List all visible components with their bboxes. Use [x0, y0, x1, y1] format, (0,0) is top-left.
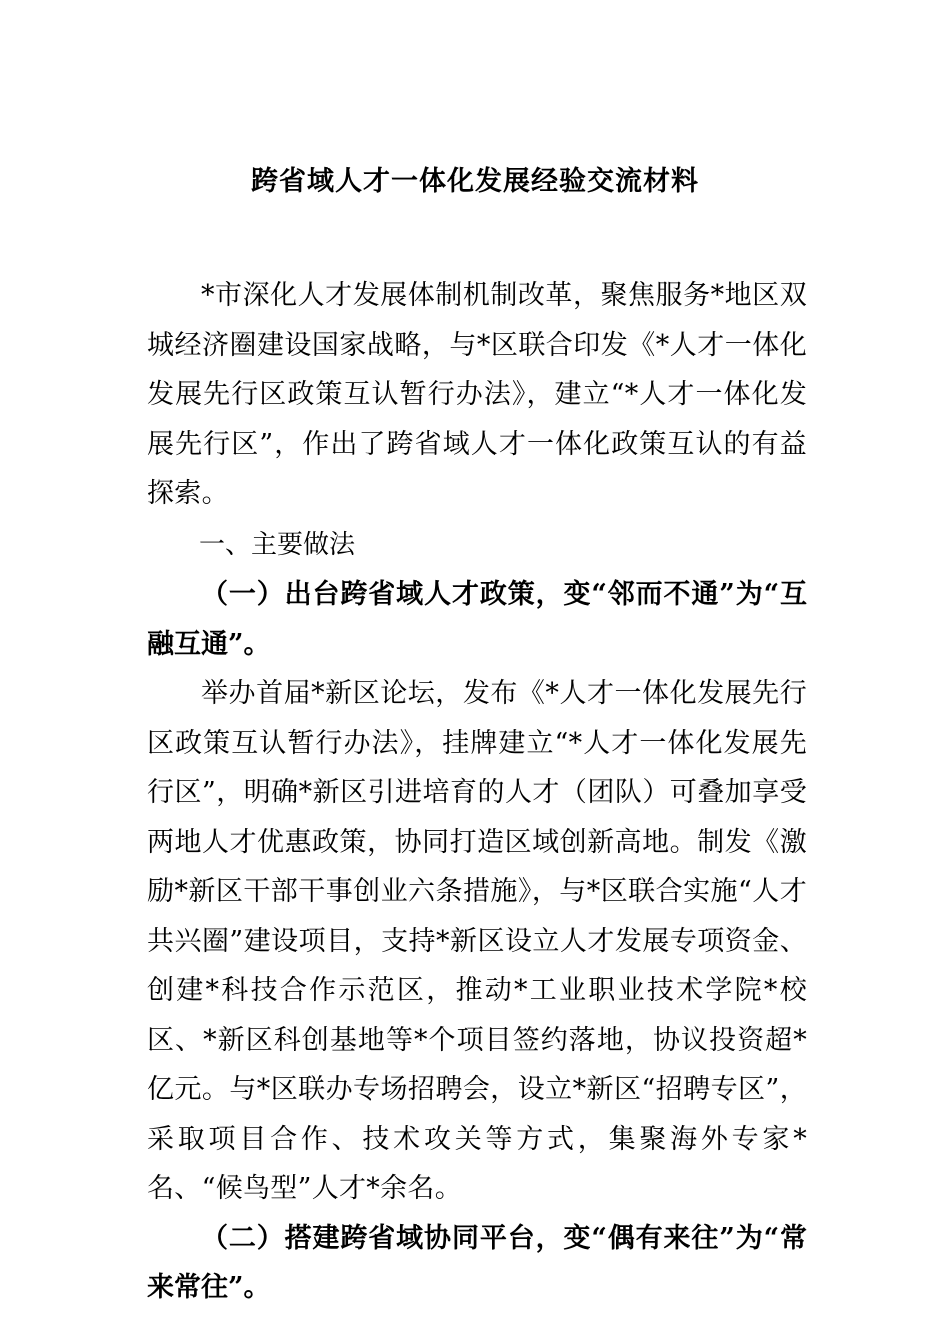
intro-paragraph: *市深化人才发展体制机制改革，聚焦服务*地区双城经济圈建设国家战略，与*区联合印发《*人才一体化发展先行区政策互认暂行办法》，建立“*人才一体化发展先行区”，作出了跨省域人才一体化政策互认的有益探索。 [147, 280, 807, 509]
document-body [147, 271, 807, 1313]
document-title: 跨省域人才一体化发展经验交流材料 [251, 166, 699, 197]
subsection-heading-1: （一）出台跨省域人才政策，变“邻而不通”为“互融互通”。 [147, 579, 807, 660]
subsection-heading-2: （二）搭建跨省域协同平台，变“偶有来往”为“常来常往”。 [147, 1222, 807, 1303]
subsection-1-paragraph: 举办首届*新区论坛，发布《*人才一体化发展先行区政策互认暂行办法》，挂牌建立“*人才一体化发展先行区”，明确*新区引进培育的人才（团队）可叠加享受两地人才优惠政策，协同打造区域创新高地。制发《激励*新区干部干事创业六条措施》，与*区联合实施“人才共兴圈”建设项目，支持*新区设立人才发展专项资金、创建*科技合作示范区，推动*工业职业技术学院*校区、*新区科创基地等*个项目签约落地，协议投资超*亿元。与*区联办专场招聘会，设立*新区“招聘专区”，采取项目合作、技术攻关等方式，集聚海外专家*名、“候鸟型”人才*余名。 [147, 678, 807, 1204]
section-heading-main-practices: 一、主要做法 [199, 529, 356, 560]
